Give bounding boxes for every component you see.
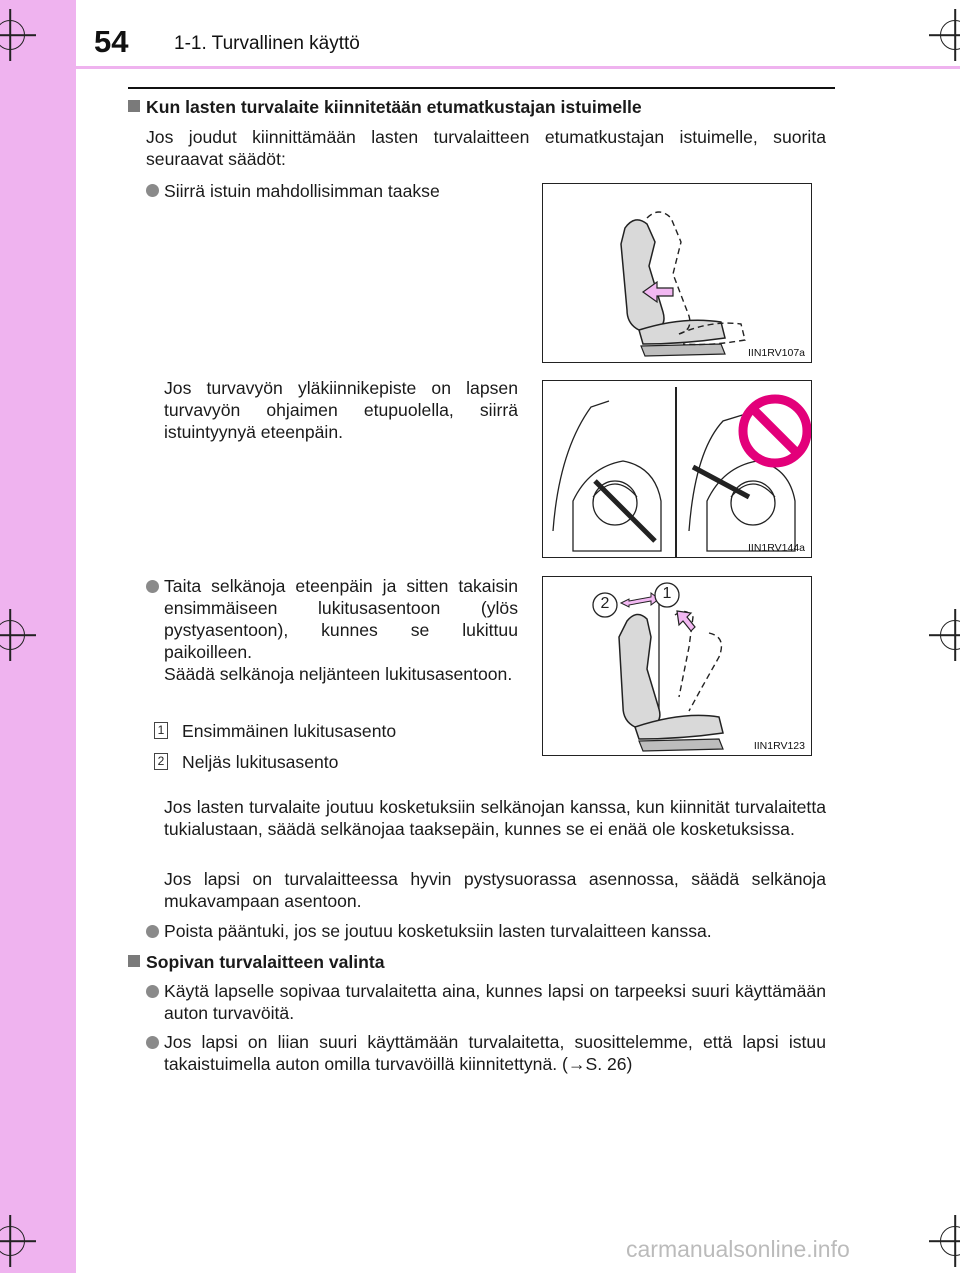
list-item-first-lock: Ensimmäinen lukitusasento (182, 721, 397, 741)
seat-illustration (543, 184, 812, 363)
intro-paragraph: Jos joudut kiinnittämään lasten turvalaitteen etumatkustajan istuimelle, suorita seuraavat säädöt: (146, 127, 826, 169)
figure-code: IIN1RV144a (747, 542, 805, 554)
section-heading: Sopivan turvalaitteen valinta (146, 952, 385, 972)
bullet-icon (146, 184, 159, 197)
section-marker-icon (128, 955, 140, 967)
upright-position-paragraph: Jos lapsi on turvalaitteessa hyvin pystysuorassa asennossa, säädä selkänoja mukavampaan asentoon. (164, 869, 826, 911)
watermark: carmanualsonline.info (626, 1236, 850, 1262)
crop-mark-icon (940, 620, 960, 650)
header-rule (76, 66, 960, 69)
bullet-move-seat: Siirrä istuin mahdollisimman taakse (164, 181, 440, 201)
figure-belt-position (542, 380, 812, 558)
fig-label-1: 1 (662, 585, 672, 602)
figure-code: IIN1RV107a (747, 347, 805, 359)
bullet-icon (146, 925, 159, 938)
section-marker-icon (128, 100, 140, 112)
bullet-adjust-seatback: Säädä selkänoja neljänteen lukitusasentoon. (164, 664, 513, 684)
bullet-fold-seatback: Taita selkänoja eteenpäin ja sitten takaisin ensimmäiseen lukitusasentoon (ylös pystyasentoon), kunnes se lukittuu paikoilleen. (164, 576, 518, 662)
seatback-illustration (543, 577, 812, 756)
list-item-fourth-lock: Neljäs lukitusasento (182, 752, 339, 772)
bullet-icon (146, 985, 159, 998)
figure-seat-back (542, 183, 812, 363)
belt-anchor-paragraph: Jos turvavyön yläkiinnikepiste on lapsen turvavyön ohjaimen etupuolella, siirrä istuintyynyä eteenpäin. (164, 378, 518, 442)
child-belt-illustration (543, 381, 812, 558)
fig-label-2: 2 (600, 595, 610, 612)
figure-code: IIN1RV123 (753, 740, 805, 752)
bullet-use-child-seat: Käytä lapselle sopivaa turvalaitetta aina, kunnes lapsi on tarpeeksi suuri käyttämään auton turvavöitä. (164, 981, 826, 1023)
bullet-icon (146, 580, 159, 593)
section-divider (128, 87, 835, 89)
page-number: 54 (94, 24, 129, 59)
crop-mark-icon (940, 1226, 960, 1256)
section-heading: Kun lasten turvalaite kiinnitetään etumatkustajan istuimelle (146, 97, 642, 117)
bullet-icon (146, 1036, 159, 1049)
seatback-contact-paragraph: Jos lasten turvalaite joutuu kosketuksiin selkänojan kanssa, kun kiinnität turvalaitetta tukialustaan, säädä selkänojaa taaksepäin, kunnes se ei enää ole kosketuksissa. (164, 797, 826, 839)
bullet-rear-seat: Jos lapsi on liian suuri käyttämään turvalaitetta, suosittelemme, että lapsi istuu takaistuimella auton omilla turvavöillä kiinnitettynä. (→S. 26) (164, 1032, 826, 1074)
chapter-title: 1-1. Turvallinen käyttö (174, 33, 360, 54)
crop-mark-icon (940, 20, 960, 50)
list-number: 2 (154, 753, 168, 770)
list-number: 1 (154, 722, 168, 739)
bullet-remove-headrest: Poista pääntuki, jos se joutuu kosketuksiin lasten turvalaitteen kanssa. (164, 921, 712, 941)
figure-seatback-lock (542, 576, 812, 756)
